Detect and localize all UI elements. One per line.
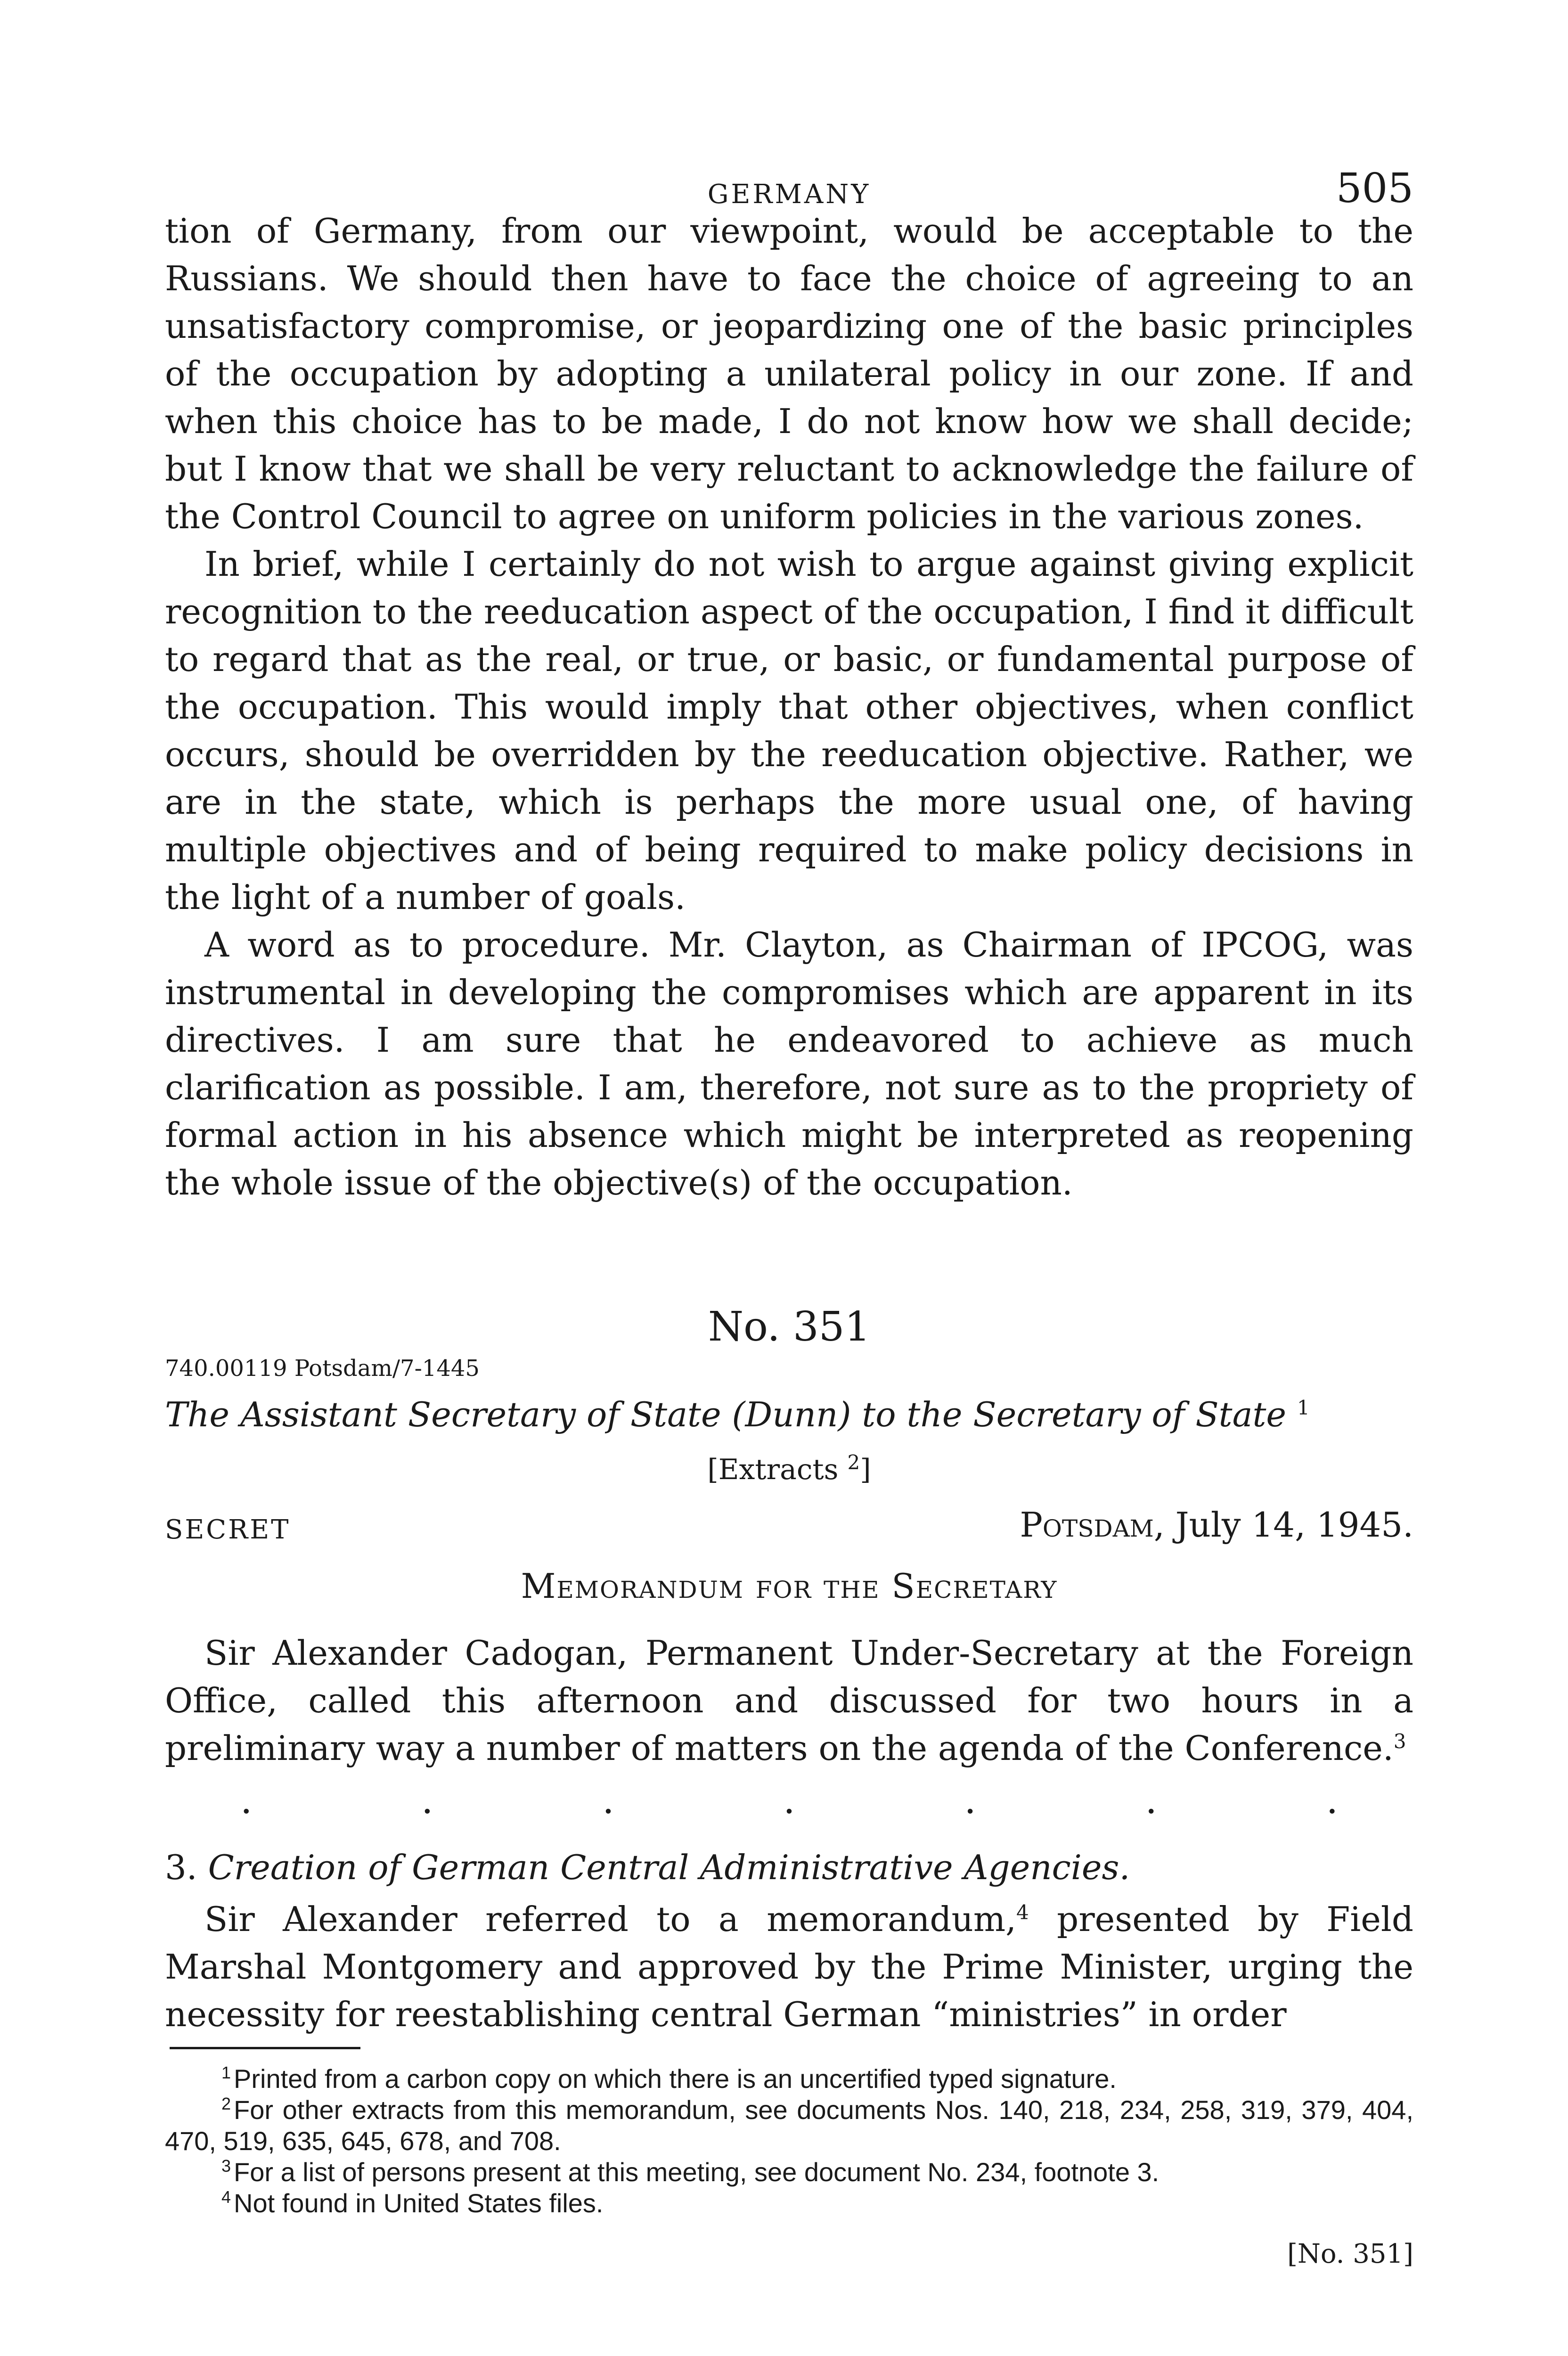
memo-heading: Memorandum for the Secretary — [521, 1566, 1058, 1606]
footnote — [165, 2063, 1413, 2094]
footnote-text: For other extracts from this memorandum, see documents Nos. 140, 218, 234, 258, 319, 379, 404, 470, 519, 635, 645, 678, and 708. — [165, 2095, 1413, 2156]
extracts-close: ] — [860, 1453, 871, 1486]
omission-dots: . . . . . . . — [240, 1778, 1338, 1822]
footnote-ref-1: 1 — [1297, 1396, 1310, 1419]
dateline-place: Potsdam, — [1020, 1505, 1165, 1545]
document-page — [165, 155, 1413, 2269]
section-paragraph — [165, 1896, 1413, 2038]
document-title — [165, 1391, 1413, 1438]
classification-marking: SECRET — [165, 1514, 291, 1545]
footnote-text: Printed from a carbon copy on which there is an uncertified typed signature. — [234, 2064, 1117, 2094]
document-title-text: The Assistant Secretary of State (Dunn) to the Secretary of State — [165, 1395, 1287, 1434]
footnote-number: 2 — [221, 2094, 231, 2114]
footnote — [165, 2157, 1413, 2188]
footnote-ref-4: 4 — [1016, 1901, 1029, 1924]
footnote-ref-3: 3 — [1393, 1730, 1406, 1753]
document-footer-reference: [No. 351] — [1287, 2239, 1413, 2269]
classification-line — [165, 1505, 1413, 1552]
section-title: Creation of German Central Administrative Agencies. — [208, 1848, 1130, 1887]
continuation-paragraph-1: tion of Germany, from our viewpoint, would be acceptable to the Russians. We should then have to face the choice of agreeing to an unsatisfactory compromise, or jeopardizing one of the basic principles of the occupation by adopting a unilateral policy in our zone. If and when this choice has to be made, I do not know how we shall decide; but I know that we shall be very reluctant to acknowledge the failure of the Control Council to agree on uniform policies in the various zones. — [165, 211, 1413, 536]
footnote-text: Not found in United States files. — [234, 2188, 604, 2218]
continuation-paragraph-2: In brief, while I certainly do not wish to argue against giving explicit recognition to the reeducation aspect of the occupation, I find it difficult to regard that as the real, or true, or basic, or fundamental purpose of the occupation. This would imply that other objectives, when conflict occurs, should be overridden by the reeducation objective. Rather, we are in the state, which is perhaps the more usual one, of having multiple objectives and of being required to make policy decisions in the light of a number of goals. — [165, 544, 1413, 917]
footnote-number: 4 — [221, 2187, 231, 2207]
section-text-a: Sir Alexander referred to a memorandum, — [204, 1899, 1017, 1939]
running-title: GERMANY — [707, 179, 871, 210]
page-number: 505 — [1336, 165, 1413, 212]
footnotes — [165, 2063, 1413, 2219]
section-text-b: presented by Field Marshal Montgomery and approved by the Prime Minister, urging the necessity for reestablishing central German “ministries” in order — [165, 1899, 1413, 2034]
document-number: No. 351 — [708, 1303, 871, 1350]
footnote — [165, 2094, 1413, 2157]
footnote-number: 1 — [221, 2063, 231, 2083]
continuation-paragraph-3: A word as to procedure. Mr. Clayton, as Chairman of IPCOG, was instrumental in developing the compromises which are apparent in its directives. I am sure that he endeavored to achieve as much clarification as possible. I am, therefore, not sure as to the propriety of formal action in his absence which might be interpreted as reopening the whole issue of the objective(s) of the occupation. — [165, 925, 1413, 1203]
footnote-divider — [170, 2047, 360, 2049]
dateline-date: July 14, 1945. — [1175, 1505, 1413, 1545]
extracts-text: [Extracts — [707, 1453, 839, 1486]
footnote-number: 3 — [221, 2156, 231, 2176]
section-heading — [165, 1848, 1413, 1887]
running-head — [165, 155, 1413, 212]
extracts-label — [165, 1453, 1413, 1486]
footnote-text: For a list of persons present at this meeting, see document No. 234, footnote 3. — [234, 2157, 1160, 2187]
file-reference: 740.00119 Potsdam/7-1445 — [165, 1355, 480, 1382]
dateline — [1020, 1505, 1413, 1545]
intro-text: Sir Alexander Cadogan, Permanent Under-Secretary at the Foreign Office, called this afternoon and discussed for two hours in a preliminary way a number of matters on the agenda of the Conference. — [165, 1633, 1413, 1768]
intro-paragraph — [165, 1629, 1413, 1772]
section-number: 3. — [165, 1848, 197, 1887]
footnote-ref-2: 2 — [847, 1451, 860, 1474]
footnote — [165, 2188, 1413, 2219]
